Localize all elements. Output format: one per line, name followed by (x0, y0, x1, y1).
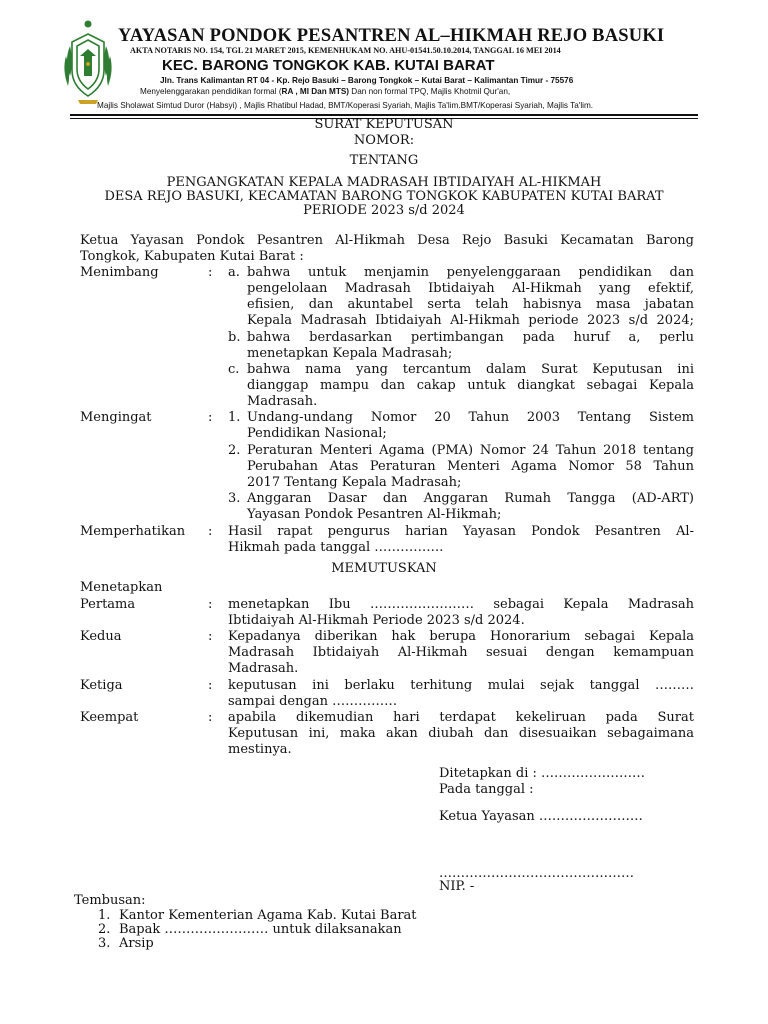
mengingat-3-line-2: Yayasan Pondok Pesantren Al-Hikmah; (247, 507, 502, 522)
mengingat-1-marker: 1. (228, 410, 241, 425)
programs-line-2: Majlis Sholawat Simtud Duror (Habsyi) , Majlis Rhatibul Hadad, BMT/Koperasi Syariah, Majlis Ta'lim.BMT/Koperasi Syariah, Majlis Ta'lim. (97, 101, 594, 110)
notary-line: AKTA NOTARIS NO. 154, TGL 21 MARET 2015, KEMENHUKAM NO. AHU-01541.50.10.2014, TANGGAL 16 MEI 2014 (130, 46, 561, 55)
menimbang-c-line-3: Madrasah. (247, 394, 318, 409)
keempat-line-2: Keputusan ini, maka akan diubah dan disesuaikan sebagaimana (228, 726, 694, 741)
ketiga-line-2: sampai dengan …………… (228, 694, 398, 709)
subject-line-3: PERIODE 2023 s/d 2024 (303, 203, 465, 218)
kedua-line-3: Madrasah. (228, 661, 299, 676)
ketiga-line-1: keputusan ini berlaku terhitung mulai sejak tanggal ……… (228, 678, 694, 693)
memperhatikan-colon: : (208, 524, 213, 539)
menimbang-a-marker: a. (228, 265, 240, 280)
menimbang-label: Menimbang (80, 265, 159, 280)
tembusan-item-3: Arsip (119, 936, 154, 951)
mengingat-2-line-3: 2017 Tentang Kepala Madrasah; (247, 475, 462, 490)
mengingat-colon: : (208, 410, 213, 425)
tembusan-item-2-number: 2. (98, 922, 111, 937)
mengingat-3-marker: 3. (228, 491, 241, 506)
menimbang-c-line-2: dianggap mampu dan cakap untuk diangkat sebagai Kepala (247, 378, 694, 393)
mengingat-2-line-1: Peraturan Menteri Agama (PMA) Nomor 24 Tahun 2018 tentang (247, 443, 694, 458)
menimbang-b-line-2: menetapkan Kepala Madrasah; (247, 346, 453, 361)
menimbang-colon: : (208, 265, 213, 280)
menimbang-c-marker: c. (228, 362, 240, 377)
pesantren-emblem-logo (60, 16, 116, 106)
keempat-label: Keempat (80, 710, 139, 725)
kedua-line-1: Kepadanya diberikan hak berupa Honorarium sebagai Kepala (228, 629, 694, 644)
menimbang-a-line-4: Kepala Madrasah Ibtidaiyah Al-Hikmah periode 2023 s/d 2024; (247, 313, 694, 328)
memperhatikan-label: Memperhatikan (80, 524, 186, 539)
menimbang-b-line-1: bahwa berdasarkan pertimbangan pada huruf a, perlu (247, 330, 694, 345)
letterhead-divider-thick (70, 114, 698, 116)
ketua-yayasan: Ketua Yayasan …………………… (439, 809, 643, 824)
tembusan-item-2: Bapak …………………… untuk dilaksanakan (119, 922, 402, 937)
decree-title: SURAT KEPUTUSAN (314, 117, 454, 132)
menimbang-a-line-1: bahwa untuk menjamin penyelenggaraan pendidikan dan (247, 265, 694, 280)
tentang-heading: TENTANG (349, 153, 419, 168)
mengingat-1-line-2: Pendidikan Nasional; (247, 426, 387, 441)
tembusan-item-1: Kantor Kementerian Agama Kab. Kutai Barat (119, 908, 417, 923)
ditetapkan-di: Ditetapkan di : …………………… (439, 766, 646, 781)
mengingat-label: Mengingat (80, 410, 152, 425)
mengingat-1-line-1: Undang-undang Nomor 20 Tahun 2003 Tentang Sistem (247, 410, 694, 425)
pertama-label: Pertama (80, 597, 136, 612)
mengingat-3-line-1: Anggaran Dasar dan Anggaran Rumah Tangga (AD-ART) (247, 491, 694, 506)
ketiga-label: Ketiga (80, 678, 123, 693)
memperhatikan-line-2: Hikmah pada tanggal ……………. (228, 540, 444, 555)
mengingat-2-marker: 2. (228, 443, 241, 458)
org-name: YAYASAN PONDOK PESANTREN AL–HIKMAH REJO BASUKI (118, 26, 665, 46)
keempat-colon: : (208, 710, 213, 725)
menetapkan-label: Menetapkan (80, 580, 163, 595)
memperhatikan-line-1: Hasil rapat pengurus harian Yayasan Pondok Pesantren Al- (228, 524, 694, 539)
pertama-colon: : (208, 597, 213, 612)
kedua-line-2: Madrasah Ibtidaiyah Al-Hikmah sesuai dengan kemampuan (228, 645, 694, 660)
keempat-line-1: apabila dikemudian hari terdapat kekeliruan pada Surat (228, 710, 694, 725)
intro-line-2: Tongkok, Kabupaten Kutai Barat : (80, 249, 304, 264)
subject-line-2: DESA REJO BASUKI, KECAMATAN BARONG TONGKOK KABUPATEN KUTAI BARAT (104, 189, 664, 204)
memutuskan-heading: MEMUTUSKAN (331, 561, 437, 576)
programs-line-1: Menyelenggarakan pendidikan formal (RA , MI Dan MTS) Dan non formal TPQ, Majlis Khotmil Qur'an, (140, 87, 511, 96)
tembusan-item-1-number: 1. (98, 908, 111, 923)
nip-line: NIP. - (439, 879, 475, 894)
tembusan-label: Tembusan: (74, 893, 146, 908)
tembusan-item-3-number: 3. (98, 936, 111, 951)
mengingat-2-line-2: Perubahan Atas Peraturan Menteri Agama Nomor 58 Tahun (247, 459, 694, 474)
kedua-colon: : (208, 629, 213, 644)
menimbang-c-line-1: bahwa nama yang tercantum dalam Surat Keputusan ini (247, 362, 694, 377)
menimbang-a-line-3: efisien, dan akuntabel serta telah habisnya masa jabatan (247, 297, 694, 312)
menimbang-a-line-2: pengelolaan Madrasah Ibtidaiyah Al-Hikmah yang efektif, (247, 281, 694, 296)
keempat-line-3: mestinya. (228, 742, 292, 757)
decree-number: NOMOR: (353, 133, 415, 148)
kedua-label: Kedua (80, 629, 122, 644)
pertama-line-1: menetapkan Ibu …………………… sebagai Kepala Madrasah (228, 597, 694, 612)
address-line: Jln. Trans Kalimantan RT 04 - Kp. Rejo Basuki – Barong Tongkok – Kutai Barat – Kalimantan Timur - 75576 (160, 76, 574, 85)
district-line: KEC. BARONG TONGKOK KAB. KUTAI BARAT (162, 57, 495, 74)
subject-line-1: PENGANGKATAN KEPALA MADRASAH IBTIDAIYAH AL-HIKMAH (166, 175, 602, 190)
pada-tanggal: Pada tanggal : (439, 782, 534, 797)
intro-line-1: Ketua Yayasan Pondok Pesantren Al-Hikmah Desa Rejo Basuki Kecamatan Barong (80, 233, 694, 248)
ketiga-colon: : (208, 678, 213, 693)
signature-dots: ……………………………………… (439, 866, 634, 881)
pertama-line-2: Ibtidaiyah Al-Hikmah Periode 2023 s/d 2024. (228, 613, 525, 628)
menimbang-b-marker: b. (228, 330, 241, 345)
